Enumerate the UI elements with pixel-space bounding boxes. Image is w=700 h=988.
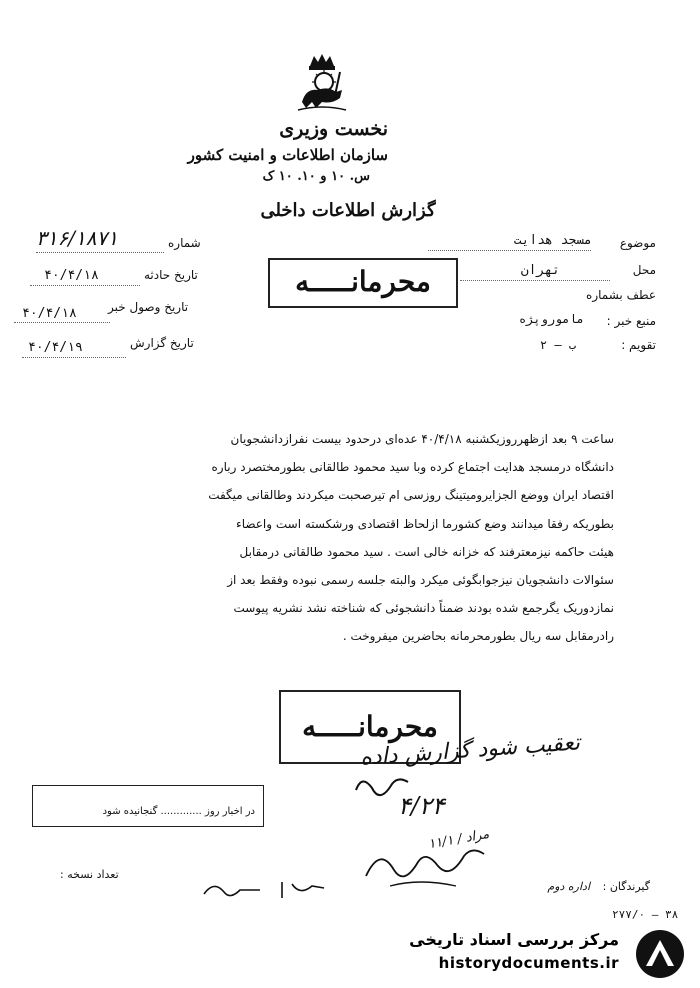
incident-date-dotline [30, 285, 140, 286]
document-code: ۳۸ — ۲۷۷/۰ [612, 908, 679, 921]
subject-label: موضوع [619, 236, 656, 250]
handwritten-date: ۴/۲۴ [398, 792, 445, 820]
watermark-url: historydocuments.ir [438, 954, 619, 972]
handwritten-initials: مراد / ۱۱/۱ [427, 826, 491, 853]
body-line: اقتصاد ایران ووضع الجزایرومیتینگ روزسی ام تیرصحبت میکردند وطالقانی میگفت [208, 488, 614, 503]
recipients-label: گیرندگان : [602, 880, 650, 893]
handwritten-note-follow-up: تعقیب شود گزارش داده [359, 730, 581, 771]
reference-label: عطف بشماره [586, 288, 656, 302]
handwritten-signature [360, 836, 490, 892]
place-value: تهران [520, 263, 560, 278]
handwritten-signature-stroke [352, 770, 412, 810]
archive-box: در اخبار روز ............. گنجانیده شود [32, 785, 264, 827]
received-date-label: تاریخ وصول خبر [108, 300, 189, 314]
report-title: گزارش اطلاعات داخلی [260, 200, 436, 221]
lion-and-sun-emblem-icon [292, 52, 352, 114]
report-date-label: تاریخ گزارش [130, 336, 194, 350]
subject-value: مسجد هدایت [513, 233, 592, 248]
organization-code: س. ۱۰ و ۱۰. ۱۰ ک [262, 169, 370, 184]
archive-watermark [404, 926, 694, 980]
confidential-stamp-bottom: محرمانـــــه [279, 690, 461, 764]
copies-label: تعداد نسخه : [60, 868, 119, 881]
incident-date-value: ۴۰/۴/۱۸ [44, 268, 99, 283]
ministry-name: نخست وزیری [279, 118, 388, 140]
number-dotline [36, 252, 164, 253]
place-dotline [460, 280, 610, 281]
received-date-value: ۴۰/۴/۱۸ [22, 306, 77, 321]
subject-dotline [428, 250, 591, 251]
grade-label: تقویم : [621, 338, 656, 352]
body-line: دانشگاه درمسجد هدایت اجتماع کرده وبا سید محمود طالقانی بطورمختصرد رباره [211, 460, 614, 475]
grade-value: ب — ۲ [539, 338, 576, 352]
body-line: ساعت ۹ بعد ازظهرروزیکشنبه ۴۰/۴/۱۸ عده‌ای درحدود بیست نفرازدانشجویان [230, 432, 614, 446]
archive-logo-icon [630, 926, 690, 982]
place-label: محل [632, 263, 656, 277]
received-date-dotline [14, 322, 110, 323]
source-label: منبع خبر : [606, 314, 656, 328]
report-body [72, 425, 614, 651]
watermark-title: مرکز بررسی اسناد تاریخی [409, 930, 619, 949]
number-label: شماره [168, 236, 201, 250]
recipients-value: اداره دوم [547, 880, 590, 893]
handwritten-scribble [200, 872, 330, 906]
body-line: بطوریکه رفقا میدانند وضع کشورما ازلحاظ اقتصادی ورشکسته است واعضاء [236, 516, 614, 531]
body-line: نمازدوریک یگرجمع شده بودند ضمناً دانشجوئی که شناخته نشد نشریه پیوست [233, 601, 614, 616]
number-value: ۳۱۶/۱۸۷۱ [36, 226, 118, 250]
report-date-value: ۴۰/۴/۱۹ [28, 340, 83, 355]
report-date-dotline [22, 357, 126, 358]
incident-date-label: تاریخ حادثه [144, 268, 198, 282]
body-line: هیئت حاکمه نیزمعترفند که خزانه خالی است . سید محمود طالقانی درمقابل [239, 544, 614, 559]
body-line: سئوالات دانشجویان نیزجوابگوئی میکرد والبته جلسه رسمی نبوده وفقط بعد از [227, 573, 614, 588]
organization-name: سازمان اطلاعات و امنیت کشور [187, 146, 388, 164]
confidential-stamp-top: محرمانـــــه [268, 258, 458, 308]
source-value: ماموروپژه [518, 312, 584, 326]
body-line: رادرمقابل سه ریال بطورمحرمانه بحاضرین میفروخت . [342, 629, 614, 644]
